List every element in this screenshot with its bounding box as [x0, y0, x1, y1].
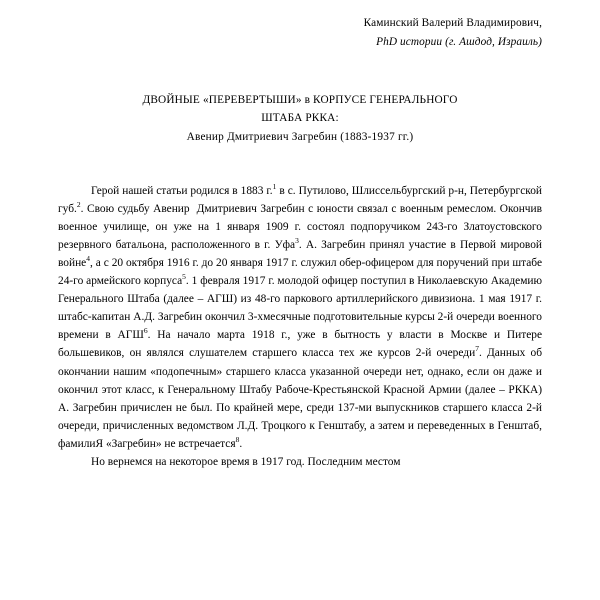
author-credentials: PhD истории (г. Ашдод, Израиль) [376, 36, 542, 49]
author-name: Каминский Валерий Владимирович, [363, 17, 542, 29]
title-line-1: ДВОЙНЫЕ «ПЕРЕВЕРТЫШИ» в КОРПУСЕ ГЕНЕРАЛЬНОГО [142, 93, 458, 106]
title-line-2: ШТАБА РККА: [261, 112, 339, 125]
paragraph-2: Но вернемся на некоторое время в 1917 год. Последним местом [91, 455, 401, 468]
title-block [58, 91, 542, 147]
body-text [58, 182, 542, 471]
title-subtitle: Авенир Дмитриевич Загребин (1883-1937 гг.) [186, 131, 414, 144]
paragraph-1: Герой нашей статьи родился в 1883 г.$^1$ в с. Путилово, Шлиссельбургский р-н, Петербургской губ.$^2$. Свою судьбу Авенир Дмитриевич Загребин с юности связал с военным ремеслом. Окончив военное училище, он уже на 1 января 1909 г. состоял подпоручиком 243-го Златоустовского резервного батальона, расположенного в г. Уфа$^3$. А. Загребин принял участие в Первой мировой войне$^4$, а с 20 октября 1916 г. до 20 января 1917 г. служил обер-офицером для поручений при штабе 24-го армейского корпуса$^5$. 1 февраля 1917 г. молодой офицер поступил в Николаевскую Академию Генерального Штаба (далее – АГШ) из 48-го паркового артиллерийского дивизиона. 1 мая 1917 г. штабс-капитан А.Д. Загребин окончил 3-хмесячные подготовительные курсы 2-й очереди военного времени в АГШ$^6$. На начало марта 1918 г., уже в бытность у власти в Москве и Питере большевиков, он являлся слушателем старшего класса тех же курсов 2-й очереди$^7$. Данных об окончании нашим «подопечным» старшего класса указанной очереди нет, однако, если он даже и окончил этот класс, к Генеральному Штабу Рабоче-Крестьянской Красной Армии (далее – РККА) А. Загребин причислен не был. По крайней мере, среди 137-ми выпускников старшего класса 2-й очереди, причисленных ведомством Л.Д. Троцкого к Генштабу, а затем и переведенных в Генштаб, фамилиЯ «Загребин» не встречается$^8$. [58, 181, 543, 450]
author-block [58, 14, 542, 53]
